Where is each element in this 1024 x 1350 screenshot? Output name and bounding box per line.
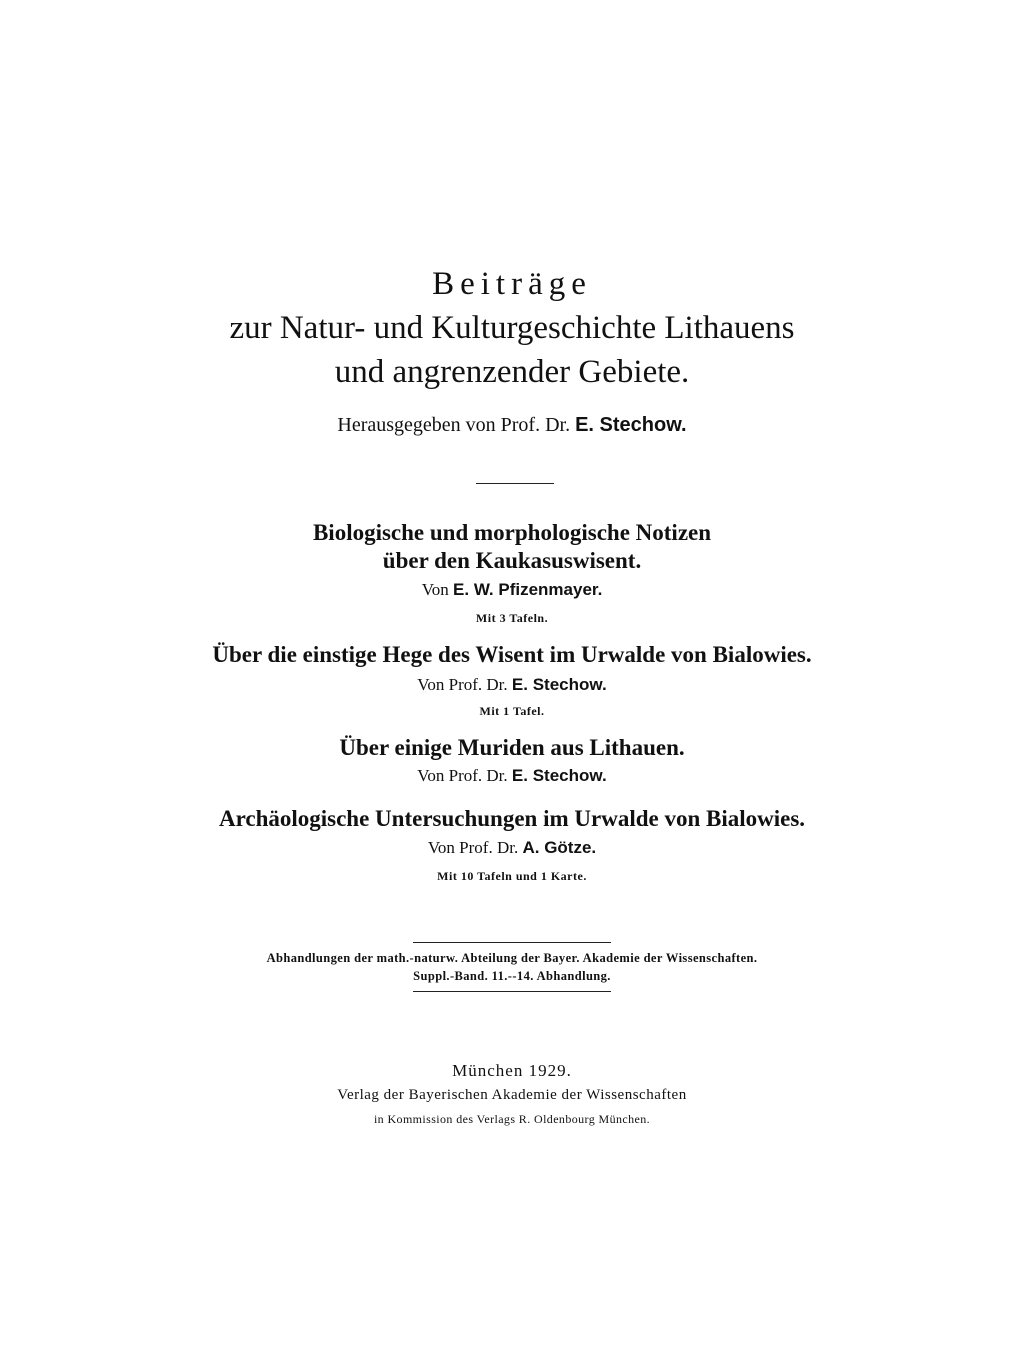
series-rule-bottom [413, 991, 611, 992]
article-1-author [0, 580, 1024, 600]
article-4-author-name: A. Götze. [522, 838, 597, 857]
imprint-publisher: Verlag der Bayerischen Akademie der Wissenschaften [337, 1087, 687, 1103]
article-2-author [0, 675, 1024, 695]
editor-prefix: Herausgegeben von Prof. Dr. [337, 414, 571, 436]
editor-line [0, 414, 1024, 437]
main-title-line-2: zur Natur- und Kulturgeschichte Lithauens [229, 310, 795, 346]
editor-name: E. Stechow. [575, 414, 687, 436]
article-1-title-line-1: Biologische und morphologische Notizen [312, 520, 712, 545]
article-3-author [0, 766, 1024, 786]
article-1-note: Mit 3 Tafeln. [475, 611, 549, 625]
article-4-note: Mit 10 Tafeln und 1 Karte. [437, 869, 587, 883]
article-4-title: Archäologische Untersuchungen im Urwalde von Bialowies. [218, 806, 806, 831]
title-divider [476, 483, 554, 484]
article-1-title-line-2: über den Kaukasuswisent. [382, 548, 642, 573]
article-3-author-prefix: Von Prof. Dr. [417, 766, 508, 785]
series-rule-top [413, 942, 611, 943]
main-title-line-3: und angrenzender Gebiete. [334, 354, 690, 390]
main-title-line-1: Beiträge [432, 266, 592, 302]
series-line-2: Suppl.-Band. 11.--14. Abhandlung. [413, 969, 611, 983]
article-2-author-name: E. Stechow. [511, 675, 607, 694]
article-1-author-prefix: Von [421, 580, 449, 599]
article-2-title: Über die einstige Hege des Wisent im Urwalde von Bialowies. [212, 642, 812, 667]
article-4-author [0, 838, 1024, 858]
article-1-author-name: E. W. Pfizenmayer. [453, 580, 603, 599]
article-2-note: Mit 1 Tafel. [479, 704, 545, 718]
article-2-author-prefix: Von Prof. Dr. [417, 675, 508, 694]
article-3-title: Über einige Muriden aus Lithauen. [339, 735, 685, 760]
article-3-author-name: E. Stechow. [511, 766, 607, 785]
article-4-author-prefix: Von Prof. Dr. [427, 838, 519, 857]
series-line-1: Abhandlungen der math.-naturw. Abteilung der Bayer. Akademie der Wissenschaften. [266, 951, 758, 965]
imprint-commission: in Kommission des Verlags R. Oldenbourg München. [373, 1112, 651, 1126]
imprint-place-year: München 1929. [452, 1061, 572, 1080]
